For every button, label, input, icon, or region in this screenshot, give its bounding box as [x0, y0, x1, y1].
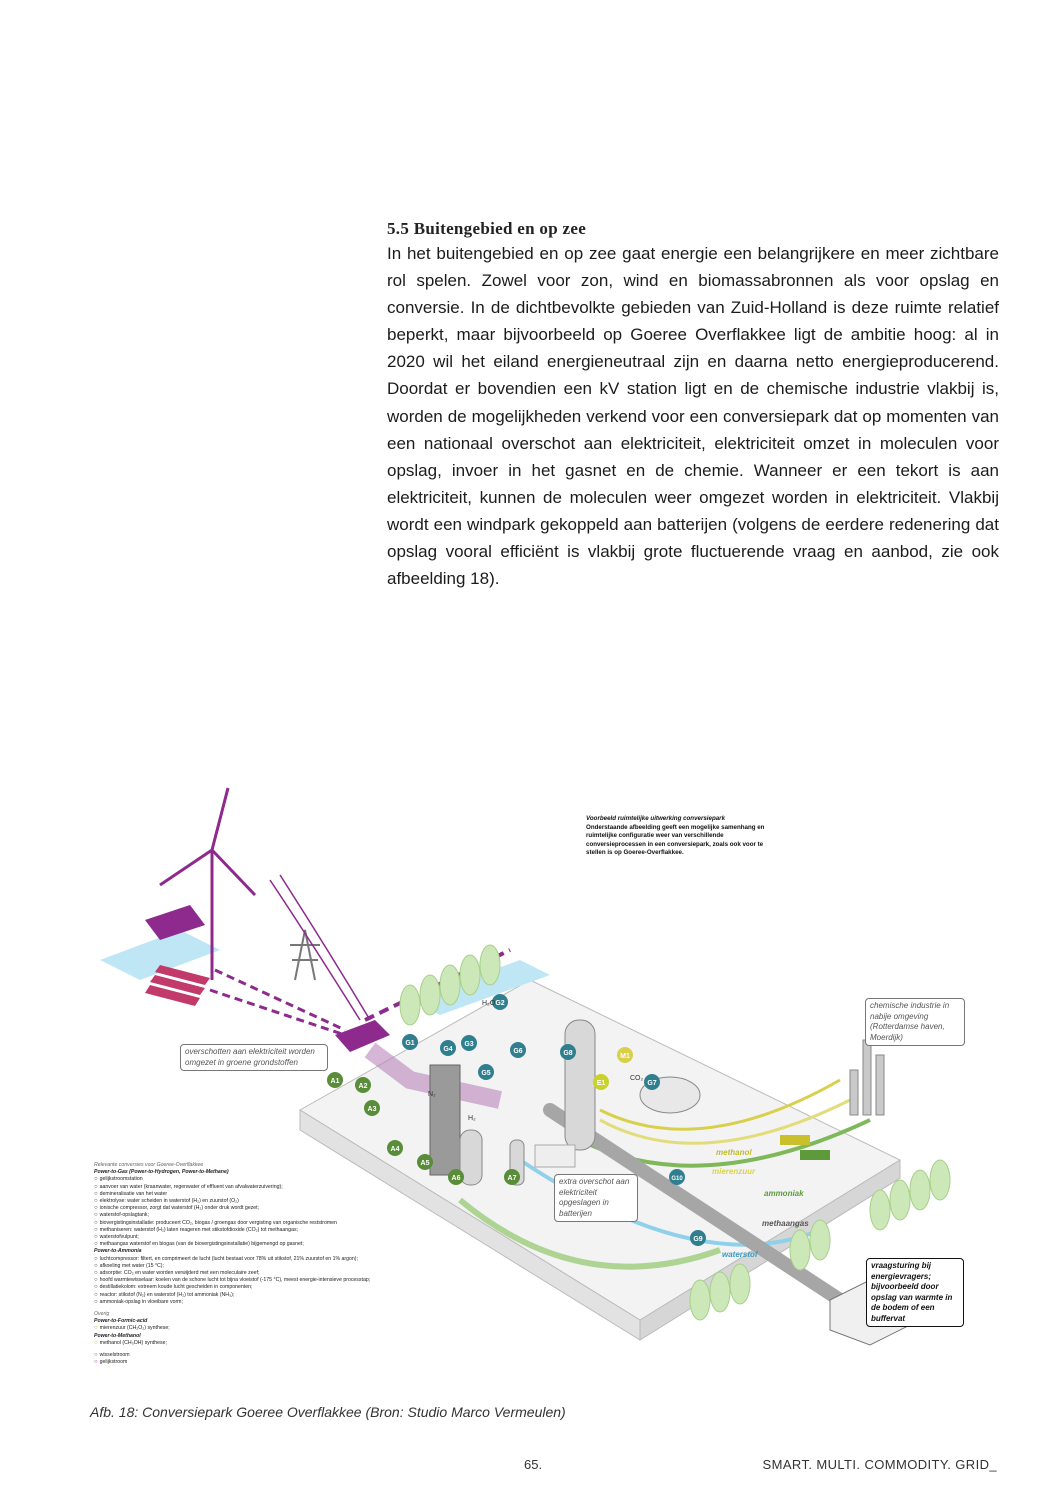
wind-turbine-blade	[160, 850, 212, 885]
figure-intro	[586, 815, 776, 858]
dc-station	[335, 1020, 390, 1052]
legend-header: Relevante conversies voor Goeree-Overflakkee	[94, 1162, 204, 1168]
legend-other-header: Overig	[94, 1311, 110, 1318]
legend-item: ○ afkoeling met water (15 °C);	[94, 1263, 414, 1270]
svg-text:G2: G2	[495, 1000, 505, 1007]
marker-G3	[461, 1035, 477, 1051]
marker-G1	[402, 1034, 418, 1050]
section-heading: 5.5 Buitengebied en op zee	[387, 219, 587, 239]
marker-G8	[560, 1044, 576, 1060]
tall-silo	[565, 1020, 595, 1150]
callout-demand-response: vraagsturing bij energievragers; bijvoorbeeld door opslag van warmte in de bodem of een buffervat	[866, 1258, 964, 1327]
legend-item: ○ methaniseren: waterstof (H₂) laten reageren met stikstofdioxide (CO₂) tot methaangas;	[94, 1227, 414, 1234]
electrolyser-block	[430, 1065, 460, 1175]
callout-battery: extra overschot aan elektriciteit opgeslagen in batterijen	[554, 1174, 638, 1222]
legend-item: ○ luchtcompressor: filtert, en comprimeert de lucht (lucht bestaat voor 78% uit stikstof, 21% zuurstof en 1% argon);	[94, 1256, 414, 1263]
legend-item: ○ demineralisatie van het water	[94, 1191, 414, 1198]
marker-A5	[417, 1154, 433, 1170]
svg-text:E1: E1	[596, 1080, 606, 1087]
svg-text:A4: A4	[390, 1146, 400, 1153]
marker-A4	[387, 1140, 403, 1156]
legend-item: ○ elektrolyse: water scheiden in waterstof (H₂) en zuurstof (O₂)	[94, 1198, 414, 1205]
marker-G10	[669, 1169, 685, 1185]
label-h2: H₂	[468, 1115, 476, 1122]
marker-A3	[364, 1100, 380, 1116]
svg-text:A6: A6	[451, 1175, 461, 1182]
flow-label-methanol: methanol	[716, 1148, 752, 1157]
label-co2: CO₂	[630, 1075, 644, 1082]
trucks	[800, 1150, 830, 1160]
marker-G5	[478, 1064, 494, 1080]
flow-label-mierenzuur: mierenzuur	[712, 1167, 756, 1176]
legend-item: ○ waterstof-opslagtank;	[94, 1212, 414, 1219]
flow-label-ammoniak: ammoniak	[764, 1189, 804, 1198]
svg-text:G6: G6	[513, 1048, 523, 1055]
legend-item: ○ gelijkstroomstation	[94, 1176, 414, 1183]
figure-caption: Afb. 18: Conversiepark Goeree Overflakkee (Bron: Studio Marco Vermeulen)	[90, 1404, 566, 1420]
label-n2: N₂	[428, 1091, 436, 1098]
dc-line-wind	[215, 970, 345, 1030]
flow-label-waterstof: waterstof	[722, 1250, 758, 1259]
svg-text:A7: A7	[507, 1175, 517, 1182]
svg-text:G10: G10	[671, 1176, 683, 1182]
figure-intro-title: Voorbeeld ruimtelijke uitwerking conversiepark	[586, 815, 726, 822]
legend-item: ○ ionische compressor, zorgt dat waterstof (H₂) onder druk wordt gezet;	[94, 1205, 414, 1212]
dc-line-solar	[210, 990, 345, 1035]
svg-text:G1: G1	[405, 1040, 415, 1047]
svg-text:A3: A3	[367, 1106, 377, 1113]
svg-text:G3: G3	[464, 1041, 474, 1048]
label-h2o: H₂O	[482, 1000, 496, 1007]
marker-A6	[448, 1169, 464, 1185]
legend-item: ○ ammoniak-opslag in vloeibare vorm;	[94, 1299, 414, 1306]
pylon-cables	[270, 875, 370, 1020]
svg-text:G5: G5	[481, 1070, 491, 1077]
svg-text:G7: G7	[647, 1080, 657, 1087]
wave-generator	[145, 905, 205, 940]
marker-G4	[440, 1040, 456, 1056]
legend-item: ○ methanol (CH₃OH) synthese;	[94, 1340, 414, 1347]
marker-G9	[690, 1230, 706, 1246]
legend-gas-title: Power-to-Gas (Power-to-Hydrogen, Power-to-Methane)	[94, 1169, 229, 1176]
figure-legend	[94, 1162, 414, 1366]
legend-item: ○ reactor: stikstof (N₂) en waterstof (H₂) tot ammoniak (NH₃);	[94, 1292, 414, 1299]
legend-item: ○ aanvoer van water (kraanwater, regenwater of effluent van afvalwaterzuivering);	[94, 1184, 414, 1191]
svg-text:M1: M1	[620, 1053, 630, 1060]
legend-item: ○ hoofd warmtewisselaar: koelen van de schone lucht tot bijna vloeistof (-175 °C), meest energie-intensieve processtap;	[94, 1277, 414, 1284]
marker-A7	[504, 1169, 520, 1185]
legend-ammonia-title: Power-to-Ammonia	[94, 1248, 142, 1255]
wind-turbine-blade	[212, 850, 255, 895]
legend-methanol-title: Power-to-Methanol	[94, 1332, 141, 1339]
svg-text:G4: G4	[443, 1046, 453, 1053]
callout-chemical-industry: chemische industrie in nabije omgeving (Rotterdamse haven, Moerdijk)	[865, 998, 965, 1046]
marker-G7	[644, 1074, 660, 1090]
marker-M1	[617, 1047, 633, 1063]
legend-item: ○ biovergistingsinstallatie: produceert CO₂, biogas / groengas door vergisting van organische reststromen	[94, 1220, 414, 1227]
marker-E1	[593, 1074, 609, 1090]
legend-item: ○ adsorptie: CO₂ en water worden verwijderd met een moleculaire zeef;	[94, 1270, 414, 1277]
legend-dc-item: ○ gelijkstroom	[94, 1359, 414, 1366]
marker-A1	[327, 1072, 343, 1088]
svg-text:A1: A1	[330, 1078, 340, 1085]
legend-item: ○ destillatiekolom: extreem koude lucht gescheiden in componenten;	[94, 1284, 414, 1291]
svg-text:A2: A2	[358, 1083, 368, 1090]
battery-array	[535, 1145, 575, 1167]
wind-turbine-blade	[212, 788, 228, 850]
svg-text:G9: G9	[693, 1236, 703, 1243]
industry-chimneys	[850, 1040, 884, 1115]
page-number: 65.	[524, 1457, 543, 1472]
trucks-yellow	[780, 1135, 810, 1145]
callout-surplus: overschotten aan elektriciteit worden omgezet in groene grondstoffen	[180, 1044, 328, 1071]
legend-item: ○ methaangas waterstof en biogas (van de biovergistingsinstallatie) bijgemengd op gasnet;	[94, 1241, 414, 1248]
legend-ac-item: ○ wisselstroom	[94, 1352, 414, 1359]
body-paragraph: In het buitengebied en op zee gaat energie een belangrijkere en meer zichtbare rol spelen. Zowel voor zon, wind en biomassabronnen als voor opslag en conversie. In de dichtbevolkte gebieden van Zuid-Holland is deze ruimte relatief beperkt, maar bijvoorbeeld op Goeree Overflakkee ligt de ambitie hoog: al in 2020 wil het eiland energieneutraal zijn en daarna netto energieproducerend. Doordat er bovendien een kV station ligt en de chemische industrie vlakbij is, worden de mogelijkheden verkend voor een conversiepark dat op momenten van een nationaal overschot aan elektriciteit, elektriciteit omzet in moleculen voor opslag, invoer in het gasnet en de chemie. Wanneer er een tekort is aan elektriciteit, kunnen de moleculen weer omgezet worden in elektriciteit. Vlakbij wordt een windpark gekoppeld aan batterijen (volgens de eerdere redenering dat opslag vooral efficiënt is vlakbij grote fluctuerende vraag en aanbod, zie ook afbeelding 18).	[387, 244, 999, 589]
svg-text:A5: A5	[420, 1160, 430, 1167]
marker-A2	[355, 1077, 371, 1093]
flow-label-methaangas: methaangas	[762, 1219, 809, 1228]
legend-formic-title: Power-to-Formic-acid	[94, 1318, 148, 1325]
svg-text:G8: G8	[563, 1050, 573, 1057]
legend-item: ○ waterstofvulpunt;	[94, 1234, 414, 1241]
legend-item: ○ mierenzuur (CH₂O₂) synthese;	[94, 1325, 414, 1332]
power-pylon	[290, 930, 320, 980]
figure-intro-text: Onderstaande afbeelding geeft een mogelijke samenhang en ruimtelijke configuratie weer van verschillende conversieprocessen in een conversiepark, zoals ook voor te stellen is op Goeree-Overflakkee.	[586, 823, 765, 857]
marker-G6	[510, 1042, 526, 1058]
footer-title: SMART. MULTI. COMMODITY. GRID_	[762, 1457, 997, 1472]
